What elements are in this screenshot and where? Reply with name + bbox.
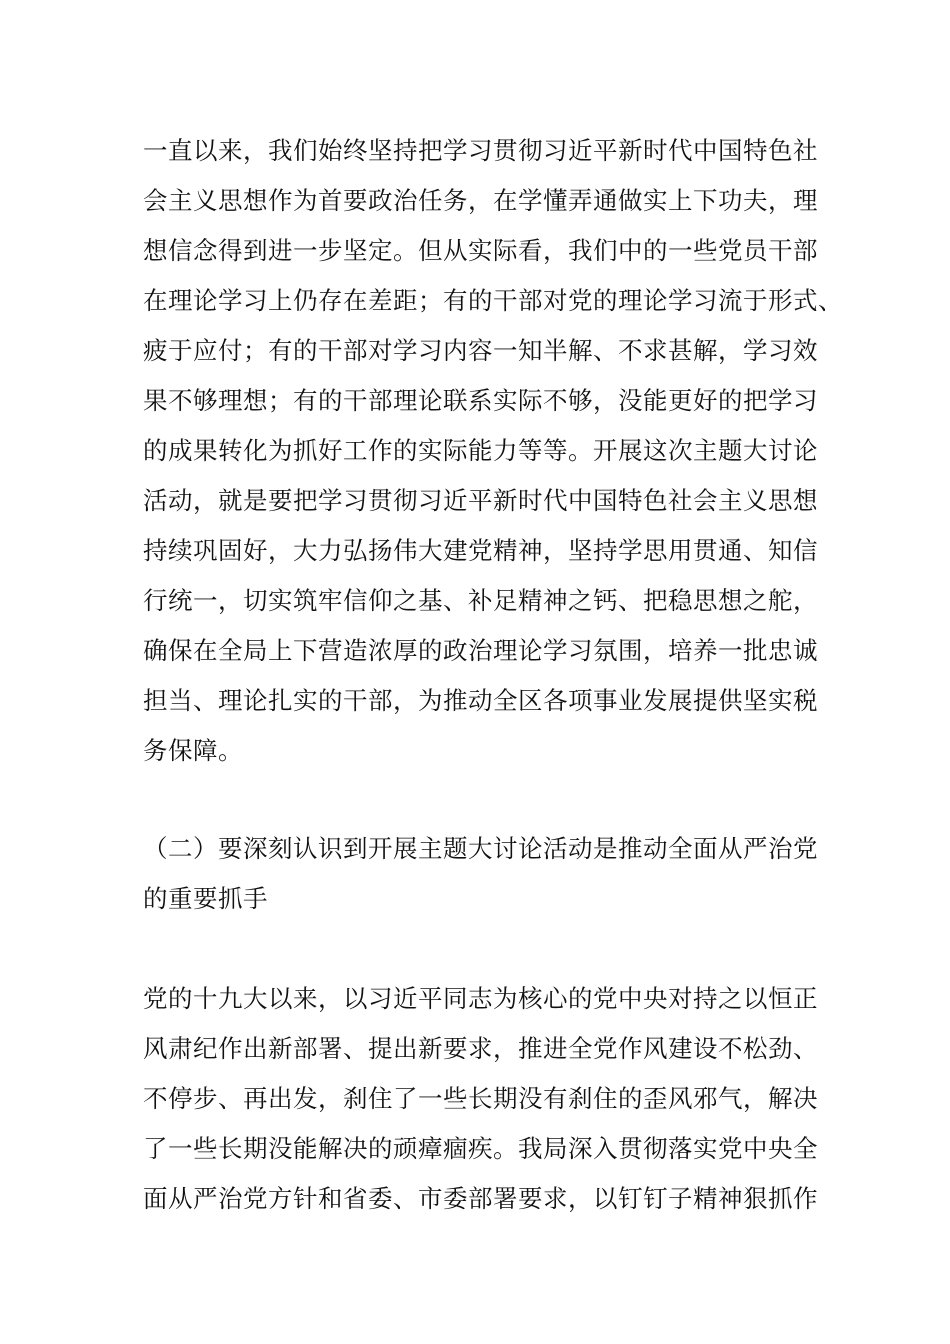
- paragraph-line: 在理论学习上仍存在差距；有的干部对党的理论学习流于形式、: [143, 286, 843, 315]
- paragraph-line: 会主义思想作为首要政治任务，在学懂弄通做实上下功夫，理: [143, 186, 818, 215]
- paragraph-line: 果不够理想；有的干部理论联系实际不够，没能更好的把学习: [143, 386, 818, 415]
- paragraph-line: 担当、理论扎实的干部，为推动全区各项事业发展提供坚实税: [143, 686, 818, 715]
- paragraph-line: 不停步、再出发，刹住了一些长期没有刹住的歪风邪气，解决: [143, 1084, 818, 1113]
- paragraph-line: 务保障。: [143, 736, 243, 765]
- paragraph-line: 确保在全局上下营造浓厚的政治理论学习氛围，培养一批忠诚: [143, 636, 818, 665]
- paragraph-line: 想信念得到进一步坚定。但从实际看，我们中的一些党员干部: [143, 236, 818, 265]
- paragraph-line: 面从严治党方针和省委、市委部署要求，以钉钉子精神狠抓作: [143, 1184, 818, 1213]
- paragraph-2: [143, 974, 818, 1224]
- paragraph-line: 持续巩固好，大力弘扬伟大建党精神，坚持学思用贯通、知信: [143, 536, 818, 565]
- paragraph-line: 了一些长期没能解决的顽瘴痼疾。我局深入贯彻落实党中央全: [143, 1134, 818, 1163]
- paragraph-line: 行统一，切实筑牢信仰之基、补足精神之钙、把稳思想之舵，: [143, 586, 818, 615]
- section-heading-2: [143, 824, 818, 924]
- paragraph-line: 风肃纪作出新部署、提出新要求，推进全党作风建设不松劲、: [143, 1034, 818, 1063]
- paragraph-line: 疲于应付；有的干部对学习内容一知半解、不求甚解，学习效: [143, 336, 818, 365]
- heading-line: 的重要抓手: [143, 884, 268, 913]
- paragraph-line: 党的十九大以来，以习近平同志为核心的党中央对持之以恒正: [143, 984, 818, 1013]
- paragraph-1: [143, 126, 843, 776]
- paragraph-line: 活动，就是要把学习贯彻习近平新时代中国特色社会主义思想: [143, 486, 818, 515]
- paragraph-line: 的成果转化为抓好工作的实际能力等等。开展这次主题大讨论: [143, 436, 818, 465]
- heading-line: （二）要深刻认识到开展主题大讨论活动是推动全面从严治党: [143, 834, 818, 863]
- paragraph-line: 一直以来，我们始终坚持把学习贯彻习近平新时代中国特色社: [143, 136, 818, 165]
